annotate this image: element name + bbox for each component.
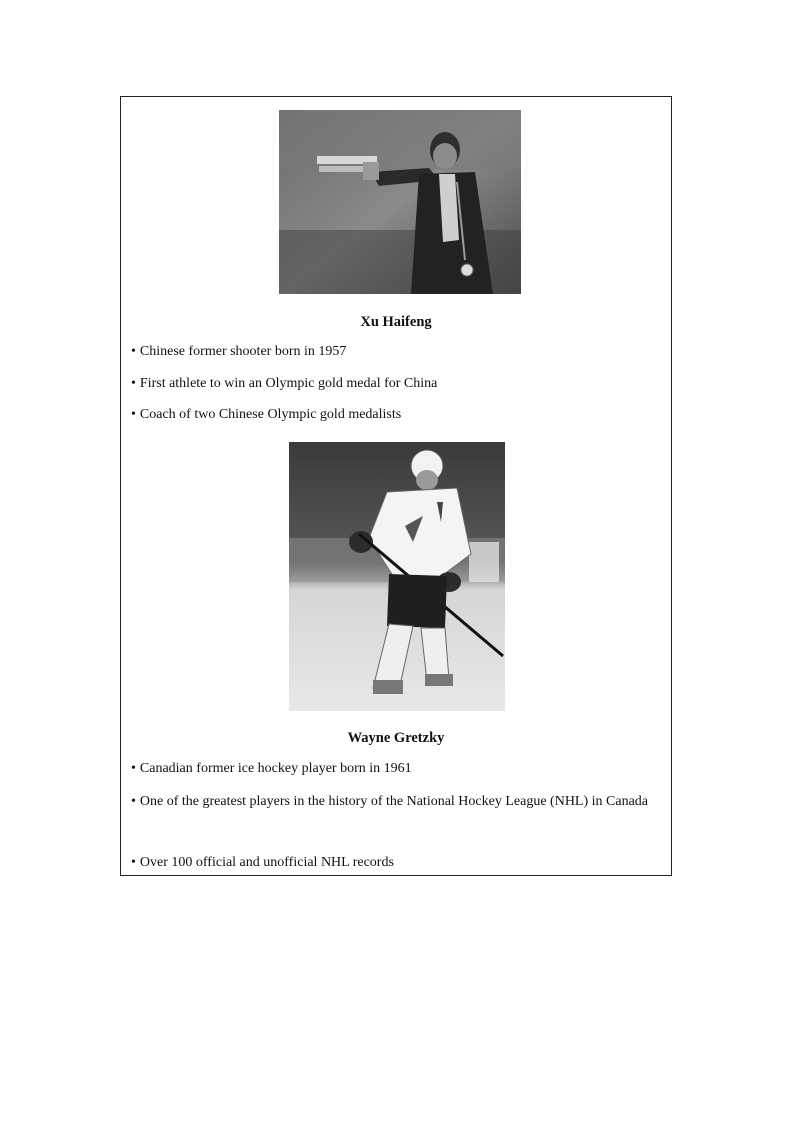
fact-item: • Over 100 official and unofficial NHL records [131, 855, 394, 870]
bullet-icon: • [131, 376, 136, 391]
athlete-name: Xu Haifeng [360, 314, 432, 330]
wayne-gretzky-photo [289, 442, 505, 711]
fact-item: • One of the greatest players in the history of the National Hockey League (NHL) in Canada [131, 794, 649, 809]
fact-item: • Chinese former shooter born in 1957 [131, 344, 347, 359]
fact-item: • Coach of two Chinese Olympic gold medalists [131, 407, 402, 422]
fact-item: • Canadian former ice hockey player born in 1961 [131, 761, 412, 776]
fact-item: • First athlete to win an Olympic gold medal for China [131, 376, 438, 391]
xu-haifeng-photo [279, 110, 521, 294]
bullet-icon: • [131, 794, 136, 809]
bullet-icon: • [131, 407, 136, 422]
bullet-icon: • [131, 761, 136, 776]
athlete-name: Wayne Gretzky [347, 730, 445, 746]
athlete-profile-box [120, 96, 672, 876]
bullet-icon: • [131, 855, 136, 870]
bullet-icon: • [131, 344, 136, 359]
